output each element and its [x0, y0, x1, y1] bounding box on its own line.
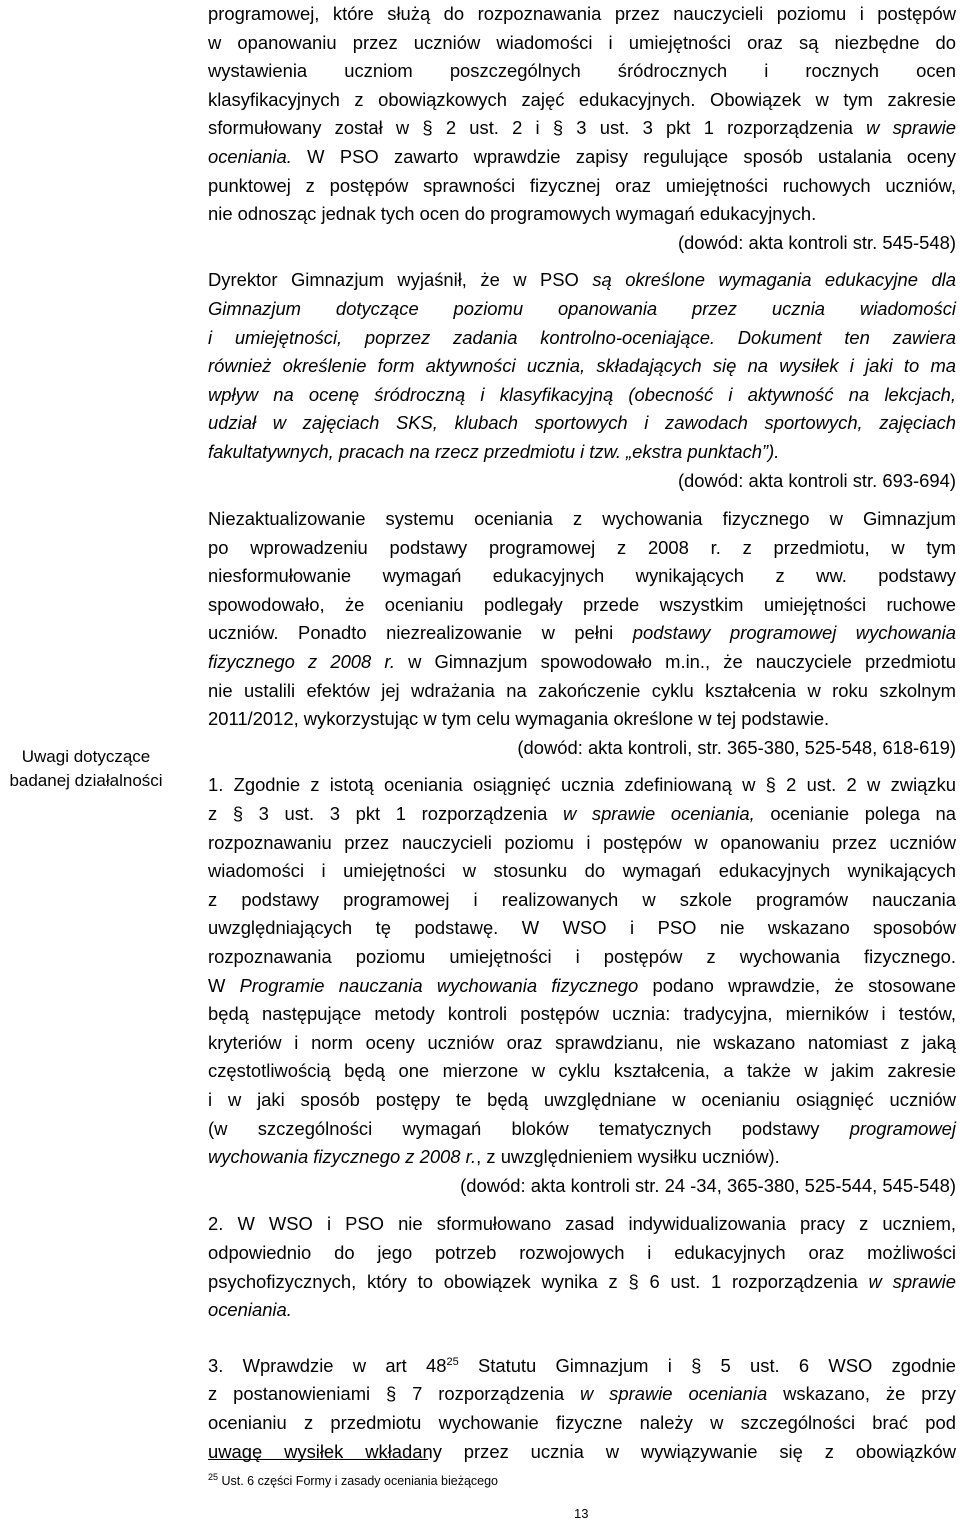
text-line: klasyfikacyjnych z obowiązkowych zajęć edukacyjnych. Obowiązek w tym zakresie	[208, 88, 956, 110]
text-line: częstotliwością będą one mierzone w cyklu kształcenia, a także w jakim zakresie	[208, 1060, 956, 1082]
text-line: wiadomości i umiejętności w stosunku do wymagań edukacyjnych wynikających	[208, 860, 956, 882]
text-line: rozpoznawania poziomu umiejętności i postępów z wychowania fizycznego.	[208, 946, 956, 967]
text-line	[208, 324, 956, 353]
text-line: uwagę wysiłek wkładany przez ucznia w wywiązywanie się z obowiązków	[208, 1440, 956, 1462]
section-label-line-1: Uwagi dotyczące	[21, 747, 151, 766]
text-line: po wprowadzeniu podstawy programowej z 2008 r. z przedmiotu, w tym	[208, 536, 956, 558]
italic-run: i umiejętności, poprzez zadania kontrolno-oceniające. Dokument ten zawiera	[208, 326, 956, 348]
text-run: uczniów. Ponadto niezrealizowanie w pełni	[208, 622, 633, 644]
text-line: niesformułowanie wymagań edukacyjnych wynikających z ww. podstawy	[208, 565, 956, 587]
text-run: podano wprawdzie, że stosowane	[638, 974, 957, 996]
text-line	[208, 438, 956, 467]
italic-run: również określenie form aktywności ucznia, składających się na wysiłek i jaki to ma	[208, 355, 956, 377]
footnote-text: Ust. 6 części Formy i zasady oceniania bieżącego	[218, 1474, 499, 1489]
text-run: (w szczególności wymagań bloków tematycznych podstawy	[208, 1117, 850, 1139]
italic-run: podstawy programowej wychowania	[632, 622, 956, 644]
italic-run: oceniania.	[208, 145, 292, 167]
text-run: z § 3 ust. 3 pkt 1 rozporządzenia	[208, 803, 563, 825]
text-line	[208, 295, 956, 324]
text-line: spowodowało, że ocenianiu podlegały przede wszystkim umiejętności ruchowe	[208, 593, 956, 615]
paragraph-3	[208, 505, 956, 734]
text-line: z podstawy programowej i realizowanych w szkole programów nauczania	[208, 888, 956, 910]
text-run: W	[208, 974, 240, 996]
text-line: 2011/2012, wykorzystując w tym celu wymagania określone w tej podstawie.	[208, 708, 830, 730]
footnote-number: 25	[208, 1472, 219, 1482]
text-line	[208, 648, 956, 677]
footnote-divider	[208, 1459, 428, 1460]
text-line: kryteriów i norm oceny uczniów oraz sprawdzianu, nie wskazano natomiast z jaką	[208, 1031, 956, 1053]
text-line	[208, 1296, 956, 1325]
text-line	[208, 409, 956, 438]
text-line	[208, 114, 956, 143]
text-line: w opanowaniu przez uczniów wiadomości i umiejętności oraz są niezbędne do	[208, 31, 956, 53]
text-line	[208, 1115, 956, 1144]
italic-run: fizycznego z 2008 r.	[208, 651, 395, 673]
text-line: odpowiednio do jego potrzeb rozwojowych i edukacyjnych oraz możliwości	[208, 1241, 956, 1263]
text-line: wystawienia uczniom poszczególnych śródrocznych i rocznych ocen	[208, 60, 956, 82]
text-run: ocenianie polega na	[754, 803, 956, 825]
italic-run: w sprawie oceniania,	[562, 803, 755, 825]
italic-run: wychowania fizycznego z 2008 r.	[208, 1146, 477, 1168]
text-line: nie ustalili efektów jej wdrażania na zakończenie cyklu kształcenia w roku szkolnym	[208, 679, 956, 701]
italic-run: Gimnazjum dotyczące poziomu opanowania przez ucznia wiadomości	[208, 297, 956, 319]
evidence-note: (dowód: akta kontroli, str. 365-380, 525-548, 618-619)	[517, 736, 956, 758]
text-line: ocenianiu z przedmiotu wychowanie fizyczne należy w szczególności brać pod	[208, 1412, 956, 1434]
text-run: W PSO zawarto wprawdzie zapisy regulujące sposób ustalania oceny	[291, 145, 956, 167]
text-line	[208, 1380, 956, 1409]
text-line	[208, 1143, 956, 1172]
italic-run: Programie nauczania wychowania fizycznego	[239, 974, 639, 996]
text-line	[208, 1268, 956, 1297]
italic-run: w sprawie	[868, 1270, 956, 1292]
text-run: wskazano, że przy	[767, 1383, 956, 1405]
italic-run: w sprawie	[866, 117, 956, 139]
text-line	[208, 972, 956, 1001]
italic-run: programowej	[849, 1117, 956, 1139]
italic-run: w sprawie oceniania	[579, 1383, 768, 1405]
left-column	[0, 0, 200, 1440]
numbered-point-3	[208, 1348, 956, 1467]
italic-run: są określone wymagania edukacyjne dla	[592, 269, 956, 291]
text-run: sformułowany został w § 2 ust. 2 i § 3 ust. 3 pkt 1 rozporządzenia	[208, 117, 867, 139]
text-line: rozpoznawaniu przez nauczycieli poziomu i postępów w opanowaniu przez uczniów	[208, 831, 956, 853]
text-line: Niezaktualizowanie systemu oceniania z wychowania fizycznego w Gimnazjum	[208, 508, 956, 530]
text-line: 1. Zgodnie z istotą oceniania osiągnięć ucznia zdefiniowaną w § 2 ust. 2 w związku	[208, 774, 956, 796]
text-run: w Gimnazjum spowodowało m.in., że nauczyciele przedmiotu	[394, 651, 956, 673]
text-line: 2. W WSO i PSO nie sformułowano zasad indywidualizowania pracy z uczniem,	[208, 1213, 956, 1235]
italic-run: wpływ na ocenę śródroczną i klasyfikacyjną (obecność i aktywność na lekcjach,	[208, 383, 956, 405]
main-column	[208, 0, 956, 1466]
numbered-point-2	[208, 1210, 956, 1324]
text-run: , z uwzględnieniem wysiłku uczniów).	[476, 1146, 780, 1168]
italic-run: fakultatywnych, pracach na rzecz przedmiotu i tzw. „ekstra punktach”).	[208, 440, 780, 462]
footnote	[208, 1472, 498, 1488]
text-run: Statutu Gimnazjum i § 5 ust. 6 WSO zgodnie	[458, 1354, 956, 1376]
text-line	[208, 619, 956, 648]
text-line: uwzględniających tę podstawę. W WSO i PSO nie wskazano sposobów	[208, 917, 956, 939]
paragraph-1	[208, 0, 956, 229]
section-label-line-2: badanej działalności	[9, 771, 163, 790]
text-line: i w jaki sposób postępy te będą uwzględniane w ocenianiu osiągnięć uczniów	[208, 1088, 956, 1110]
text-line: programowej, które służą do rozpoznawania przez nauczycieli poziomu i postępów	[208, 3, 956, 24]
footnote-reference[interactable]: 25	[446, 1355, 459, 1368]
text-line	[208, 143, 956, 172]
page-number: 13	[574, 1506, 589, 1521]
evidence-note: (dowód: akta kontroli str. 24 -34, 365-380, 525-544, 545-548)	[460, 1174, 956, 1196]
italic-run: udział w zajęciach SKS, klubach sportowych i zawodach sportowych, zajęciach	[208, 412, 956, 434]
section-label	[0, 745, 172, 793]
evidence-note: (dowód: akta kontroli str. 693-694)	[677, 469, 956, 491]
text-line	[208, 1348, 956, 1381]
text-line	[208, 800, 956, 829]
text-line	[208, 266, 956, 295]
numbered-point-1	[208, 771, 956, 1171]
text-line	[208, 381, 956, 410]
text-run: Dyrektor Gimnazjum wyjaśnił, że w PSO	[208, 269, 593, 291]
text-run: z postanowieniami § 7 rozporządzenia	[208, 1383, 580, 1405]
italic-run: oceniania.	[208, 1299, 292, 1321]
text-line: punktowej z postępów sprawności fizycznej oraz umiejętności ruchowych uczniów,	[208, 174, 956, 196]
text-run: psychofizycznych, który to obowiązek wynika z § 6 ust. 1 rozporządzenia	[208, 1270, 869, 1292]
text-line: nie odnosząc jednak tych ocen do programowych wymagań edukacyjnych.	[208, 203, 817, 225]
evidence-note: (dowód: akta kontroli str. 545-548)	[677, 231, 956, 253]
paragraph-2	[208, 266, 956, 466]
text-line: będą następujące metody kontroli postępów ucznia: tradycyjna, mierników i testów,	[208, 1003, 956, 1025]
text-run: 3. Wprawdzie w art 48	[208, 1354, 447, 1376]
text-line	[208, 352, 956, 381]
